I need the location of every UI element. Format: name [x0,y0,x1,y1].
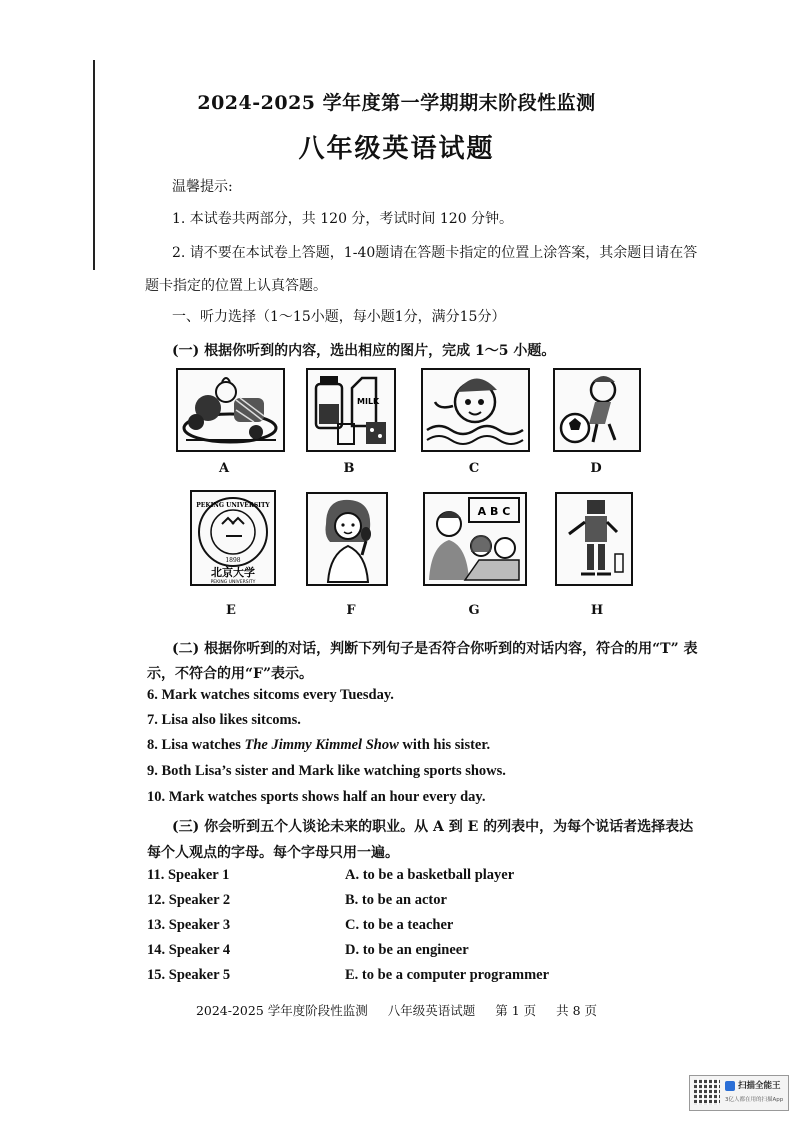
page-footer [0,1001,793,1019]
svg-text:北京大学: 北京大学 [211,566,255,579]
speaker-5: 15. Speaker 5 [147,967,231,983]
statement-6: 6. Mark watches sitcoms every Tuesday. [147,687,394,703]
tip-line-2a: 2. 请不要在本试卷上答题，1-40题请在答题卡指定的位置上涂答案，其余题目请在答 [172,245,698,261]
milk-drinks-icon [308,370,394,450]
tips-heading: 温馨提示: [172,179,233,195]
picture-h [555,492,633,586]
robot-icon [557,494,631,584]
picture-a [176,368,285,452]
statement-7: 7. Lisa also likes sitcoms. [147,712,301,728]
statement-10: 10. Mark watches sports shows half an hour every day. [147,789,486,805]
exam-subtitle: 八年级英语试题 [298,134,495,164]
option-a: A. to be a basketball player [345,867,515,883]
speaker-2: 12. Speaker 2 [147,892,231,908]
part-3-instruction-a: (三) 你会听到五个人谈论未来的职业。从 A 到 E 的列表中，为每个说话者选择表达 [172,819,694,835]
woman-microphone-icon [308,494,386,584]
svg-text:1898: 1898 [225,557,241,564]
part-1-instruction: (一) 根据你听到的内容，选出相应的图片，完成 1～5 小题。 [172,343,556,359]
tip-line-1: 1. 本试卷共两部分，共 120 分，考试时间 120 分钟。 [172,211,514,227]
option-d: D. to be an engineer [345,942,469,958]
tip-line-2b: 题卡指定的位置上认真答题。 [145,278,327,294]
qr-code-icon [694,1079,720,1105]
picture-g-label: G [468,603,480,618]
teacher-students-icon [425,494,525,584]
footer-subject: 八年级英语试题 [387,1003,476,1018]
picture-f-label: F [346,603,356,618]
scanner-logo-icon [725,1081,735,1091]
scanner-brand: 扫描全能王 [738,1081,781,1091]
picture-c-label: C [468,461,480,476]
speaker-4: 14. Speaker 4 [147,942,231,958]
picture-f [306,492,388,586]
picture-h-label: H [590,603,604,618]
svg-text:MILK: MILK [357,397,380,406]
option-c: C. to be a teacher [345,917,454,933]
footer-page: 第 1 页 [495,1003,537,1018]
footer-exam: 2024-2025 学年度阶段性监测 [195,1003,368,1018]
football-boy-icon [555,370,639,450]
picture-b-label: B [343,461,355,476]
part-2-instruction-b: 示，不符合的用“F”表示。 [147,666,314,682]
picture-e [190,490,276,586]
option-b: B. to be an actor [345,892,447,908]
picture-d-label: D [590,461,602,476]
picture-g [423,492,527,586]
speaker-1: 11. Speaker 1 [147,867,230,883]
swimming-girl-icon [423,370,528,450]
section-1-heading: 一、听力选择（1～15小题，每小题1分，满分15分） [172,309,506,325]
picture-e-label: E [226,603,236,618]
statement-9: 9. Both Lisa’s sister and Mark like watching sports shows. [147,763,506,779]
part-2-instruction-a: (二) 根据你听到的对话，判断下列句子是否符合你听到的对话内容，符合的用“T” 表 [172,641,698,657]
svg-text:PEKING UNIVERSITY: PEKING UNIVERSITY [210,580,256,584]
exam-title: 2024-2025 学年度第一学期期末阶段性监测 [197,92,596,114]
picture-a-label: A [218,461,230,476]
picture-d [553,368,641,452]
option-e: E. to be a computer programmer [345,967,550,983]
part-3-instruction-b: 每个人观点的字母。每个字母只用一遍。 [147,845,399,861]
scanner-watermark [689,1075,789,1111]
picture-c [421,368,530,452]
show-title: The Jimmy Kimmel Show [244,737,399,753]
speaker-3: 13. Speaker 3 [147,917,231,933]
footer-total: 共 8 页 [556,1003,598,1018]
food-basket-icon [178,370,283,450]
picture-b [306,368,396,452]
university-seal-icon [192,492,274,584]
statement-8: 8. Lisa watches The Jimmy Kimmel Show with his sister. [147,737,491,753]
svg-text:PEKING UNIVERSITY: PEKING UNIVERSITY [196,502,270,509]
scanner-tagline: 3亿人都在用的扫描App [725,1097,784,1103]
svg-text:A B C: A B C [477,505,511,518]
